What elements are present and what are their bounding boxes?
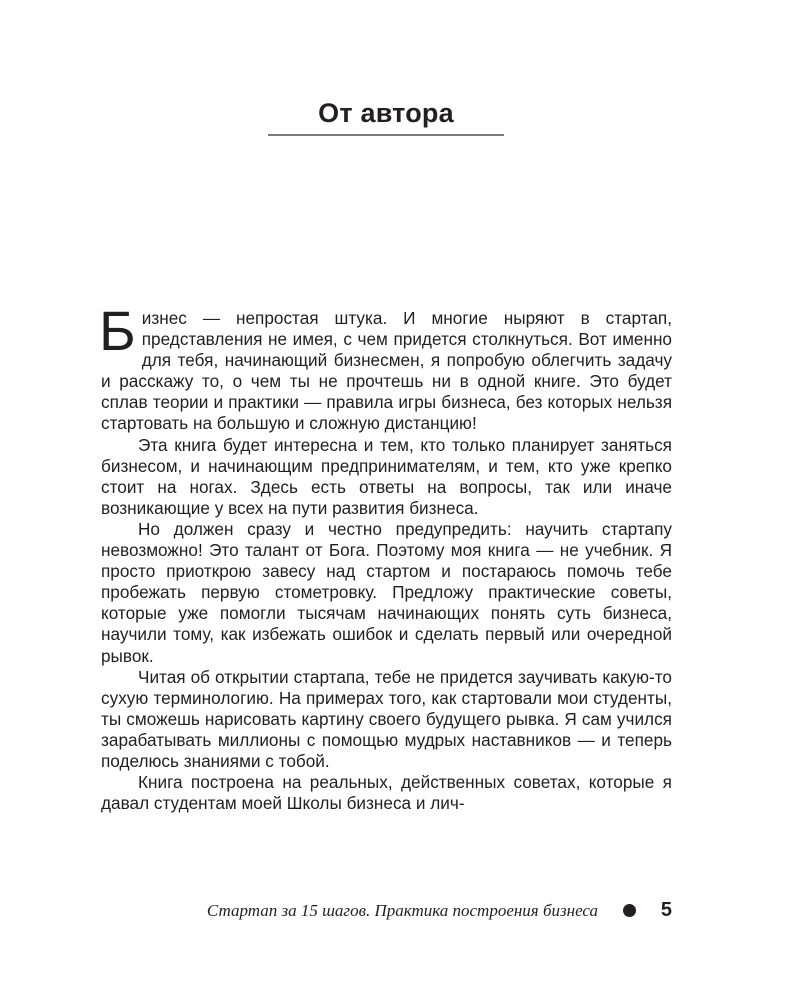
paragraph-5: Книга построена на реальных, действенных советах, которые я давал студентам моей Школы бизнеса и лич- [101,772,672,814]
page-number: 5 [660,899,672,921]
bullet-dot-icon [623,904,636,917]
paragraph-4: Читая об открытии стартапа, тебе не придется заучивать какую-то сухую терминологию. На примерах того, как стартовали мои студенты, ты сможешь нарисовать картину своего будущего рывка. Я сам учился зарабатывать миллионы с помощью мудрых наставников — и теперь поделюсь знаниями с тобой. [101,666,672,771]
drop-cap: Б [99,299,136,362]
paragraph-1 [99,299,672,435]
chapter-title: От автора [318,98,454,128]
paragraph-1-text: изнес — непростая штука. И многие ныряют в стартап, представления не имея, с чем придется столкнуться. Вот именно для тебя, начинающий бизнесмен, я попробую облегчить задачу и расскажу то, о чем ты не прочтешь ни в одной книге. Это будет сплав теории и практики — правила игры бизнеса, без которых нельзя стартовать на большую и сложную дистанцию! [101,308,672,434]
title-underline [268,134,504,136]
page-footer [100,898,672,924]
running-title: Стартап за 15 шагов. Практика построения бизнеса [206,901,598,920]
paragraph-3: Но должен сразу и честно предупредить: научить стартапу невозможно! Это талант от Бога. Поэтому моя книга — не учебник. Я просто приоткрою завесу над стартом и постараюсь помочь тебе пробежать первую стометровку. Предложу практические советы, которые уже помогли тысячам начинающих понять суть бизнеса, научили тому, как избежать ошибок и сделать первый или очередной рывок. [101,518,672,666]
body-text [99,299,672,814]
paragraph-2: Эта книга будет интересна и тем, кто только планирует заняться бизнесом, и начинающим предпринимателям, и тем, кто уже крепко стоит на ногах. Здесь есть ответы на вопросы, так или иначе возникающие у всех на пути развития бизнеса. [101,434,672,518]
